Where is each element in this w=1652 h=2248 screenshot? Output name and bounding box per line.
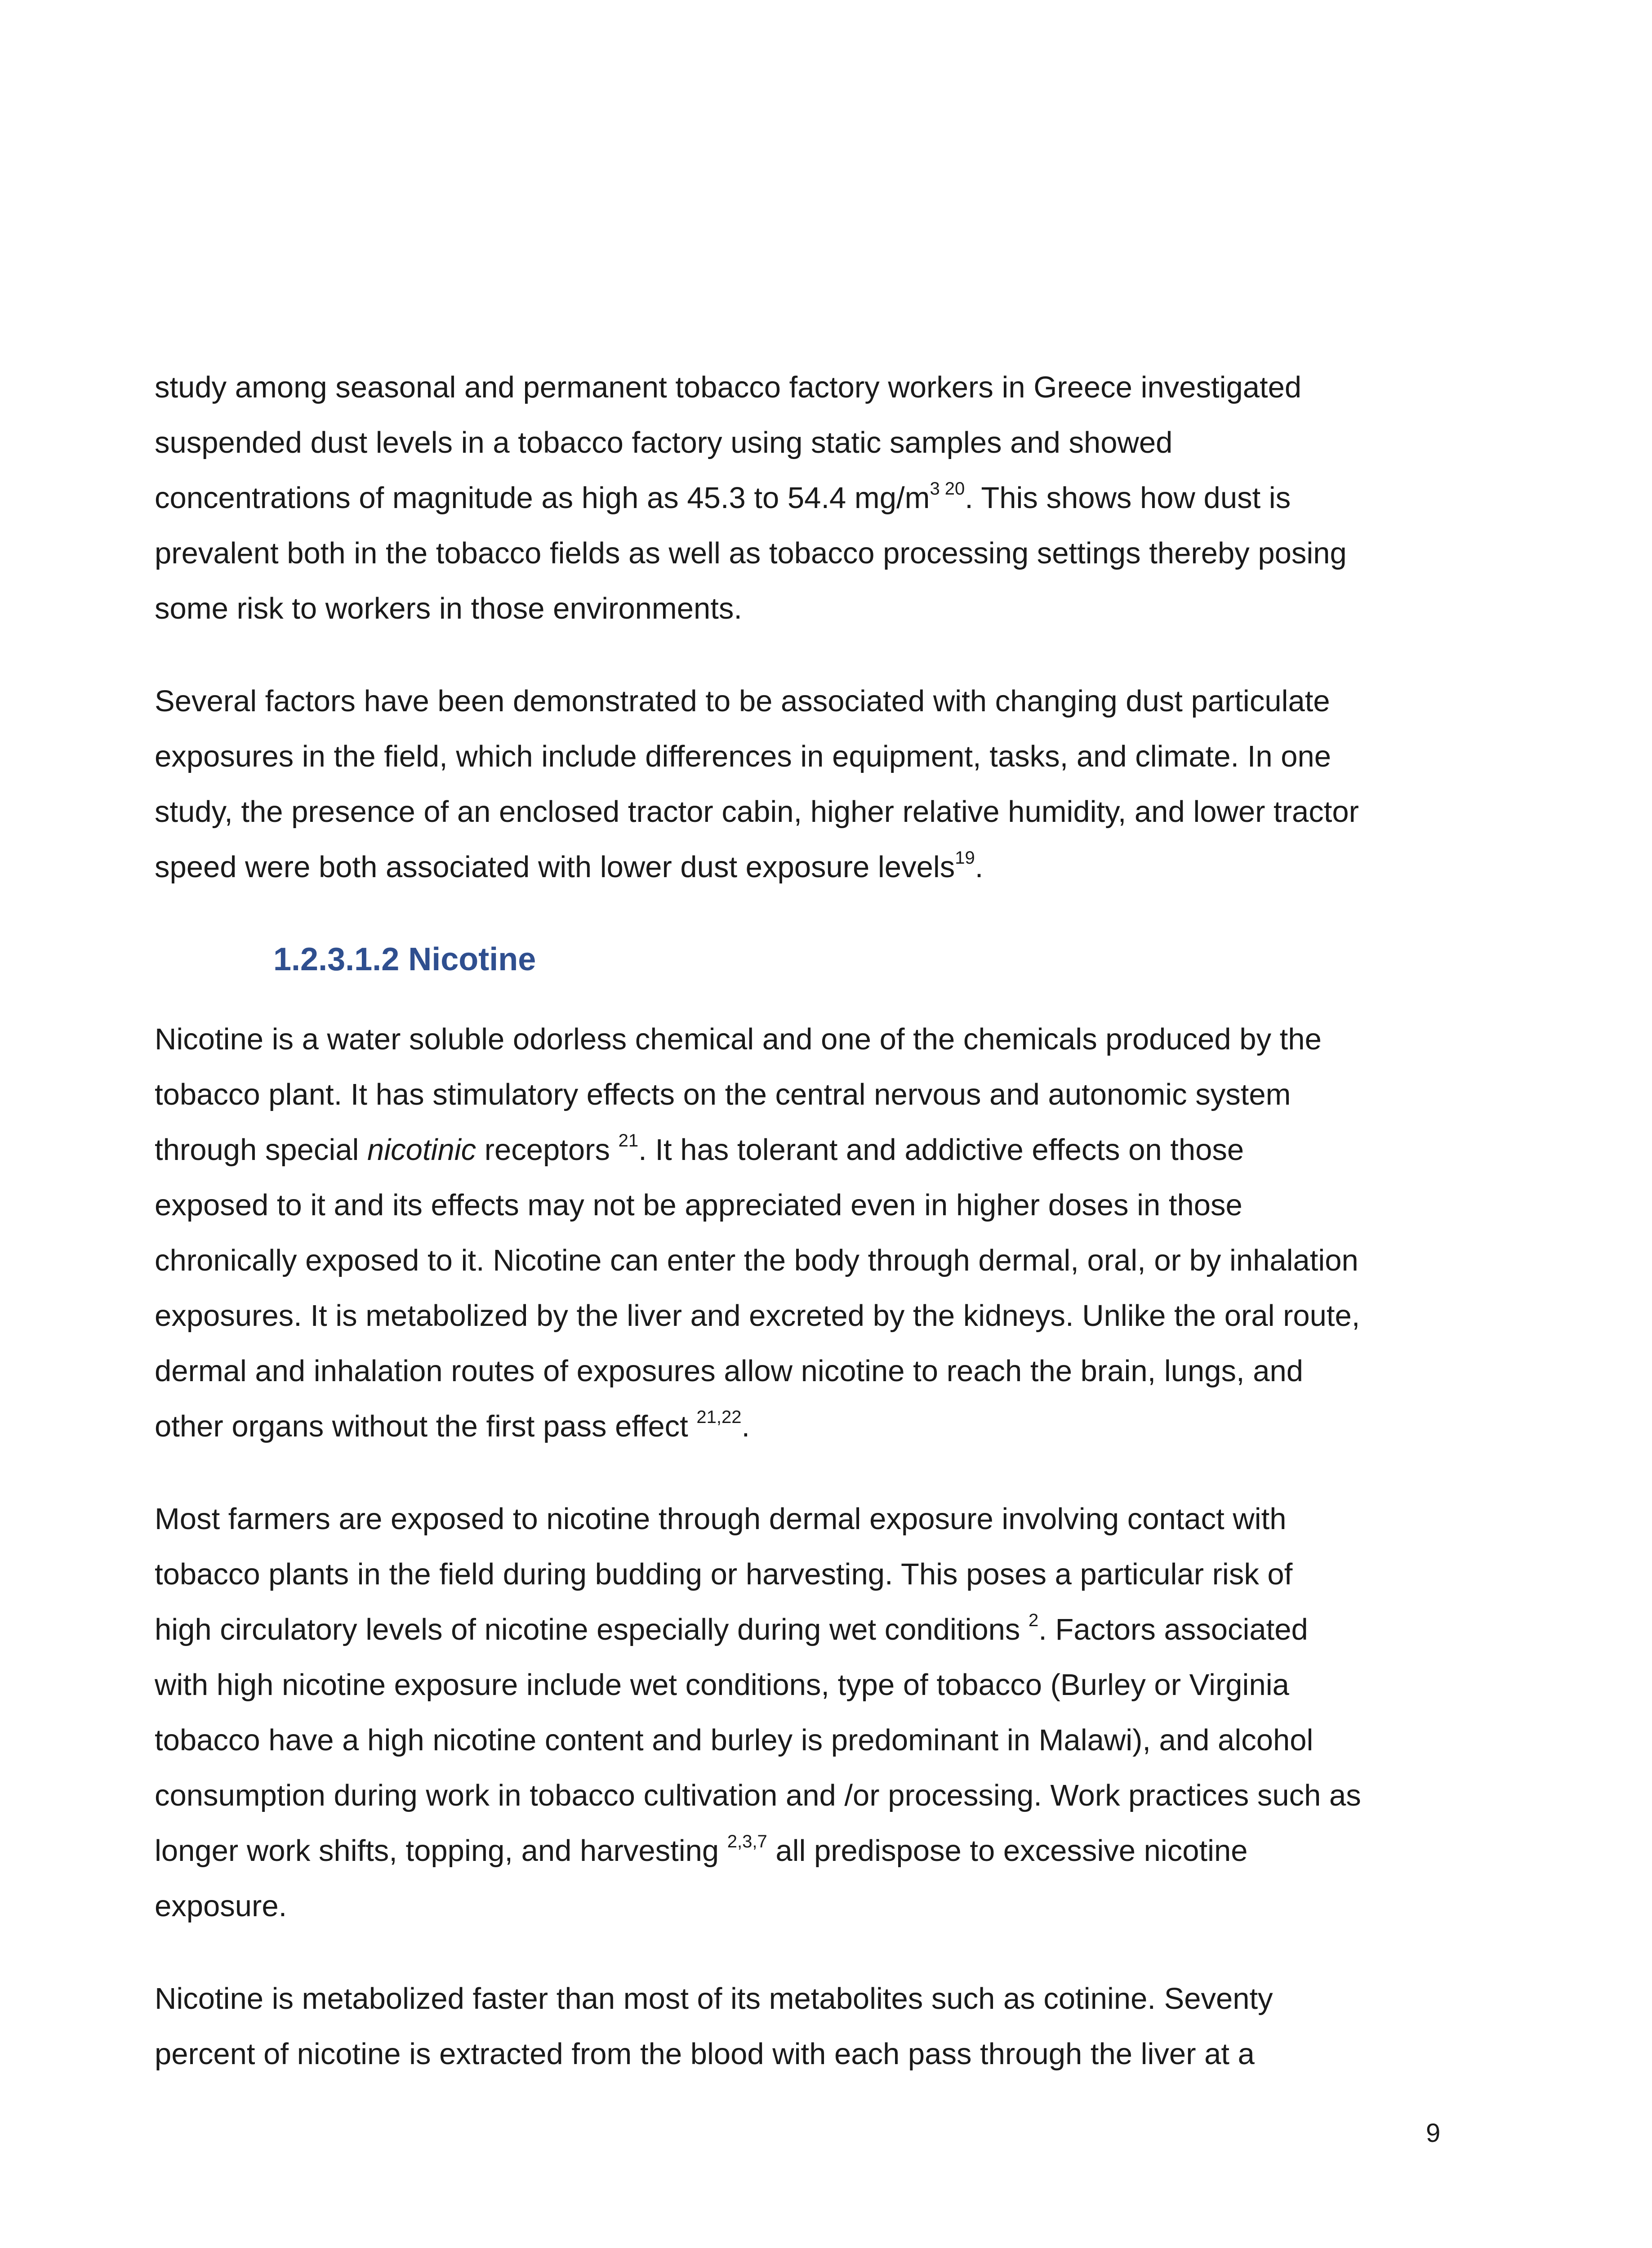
text-line <box>155 1122 1454 1178</box>
paragraph-spacer <box>155 895 1454 932</box>
text-line: chronically exposed to it. Nicotine can enter the body through dermal, oral, or by inhalation <box>155 1244 1358 1277</box>
page-content <box>155 360 1454 2082</box>
text-line: Nicotine is a water soluble odorless chemical and one of the chemicals produced by the <box>155 1022 1322 1056</box>
paragraph-dust-levels <box>155 360 1454 636</box>
citation-superscript: 2,3,7 <box>727 1832 767 1851</box>
text-line: some risk to workers in those environments. <box>155 592 742 625</box>
text-line: study, the presence of an enclosed tractor cabin, higher relative humidity, and lower tractor <box>155 795 1359 829</box>
citation-superscript: 19 <box>955 848 975 868</box>
text-line: exposures in the field, which include differences in equipment, tasks, and climate. In one <box>155 740 1331 773</box>
page-number: 9 <box>1426 2119 1441 2148</box>
text-line <box>155 1823 1454 1878</box>
citation-superscript: 21,22 <box>696 1407 742 1427</box>
text-line <box>155 1399 1454 1454</box>
text-line: exposure. <box>155 1889 287 1923</box>
text-run: . <box>975 850 984 884</box>
text-run: . This shows how dust is <box>965 481 1291 515</box>
text-run: other organs without the first pass effect <box>155 1409 697 1443</box>
paragraph-spacer <box>155 1934 1454 1971</box>
text-run: concentrations of magnitude as high as 45.3 to 54.4 mg/m <box>155 481 930 515</box>
text-line: exposed to it and its effects may not be appreciated even in higher doses in those <box>155 1188 1242 1222</box>
paragraph-farmer-exposure <box>155 1491 1454 1934</box>
text-line: percent of nicotine is extracted from the blood with each pass through the liver at a <box>155 2037 1255 2071</box>
citation-superscript: 3 20 <box>930 479 965 499</box>
text-run: longer work shifts, topping, and harvesting <box>155 1834 727 1868</box>
text-run: receptors <box>476 1133 619 1167</box>
text-line <box>155 1602 1454 1657</box>
paragraph-nicotine-definition <box>155 1012 1454 1454</box>
text-line <box>155 839 1454 895</box>
text-run: speed were both associated with lower dust exposure levels <box>155 850 955 884</box>
text-line: prevalent both in the tobacco fields as well as tobacco processing settings thereby posing <box>155 536 1347 570</box>
text-run: . Factors associated <box>1038 1613 1308 1646</box>
text-line: dermal and inhalation routes of exposures allow nicotine to reach the brain, lungs, and <box>155 1354 1304 1388</box>
paragraph-nicotine-metabolism <box>155 1971 1454 2082</box>
text-line: Several factors have been demonstrated to be associated with changing dust particulate <box>155 684 1330 718</box>
text-line: Nicotine is metabolized faster than most of its metabolites such as cotinine. Seventy <box>155 1982 1273 2016</box>
paragraph-spacer <box>155 636 1454 674</box>
text-line: tobacco plant. It has stimulatory effects on the central nervous and autonomic system <box>155 1078 1291 1111</box>
section-heading-nicotine: 1.2.3.1.2 Nicotine <box>273 941 536 977</box>
text-line: Most farmers are exposed to nicotine through dermal exposure involving contact with <box>155 1502 1287 1536</box>
text-line: exposures. It is metabolized by the liver and excreted by the kidneys. Unlike the oral route, <box>155 1299 1360 1333</box>
text-line: tobacco plants in the field during budding or harvesting. This poses a particular risk of <box>155 1557 1293 1591</box>
paragraph-dust-factors <box>155 674 1454 895</box>
text-run: high circulatory levels of nicotine especially during wet conditions <box>155 1613 1029 1646</box>
text-line: study among seasonal and permanent tobacco factory workers in Greece investigated <box>155 370 1302 404</box>
text-line: suspended dust levels in a tobacco factory using static samples and showed <box>155 426 1173 459</box>
text-run: all predispose to excessive nicotine <box>767 1834 1248 1868</box>
text-line <box>155 470 1454 526</box>
text-line: with high nicotine exposure include wet conditions, type of tobacco (Burley or Virginia <box>155 1668 1289 1702</box>
paragraph-spacer <box>155 987 1454 1012</box>
paragraph-spacer <box>155 1454 1454 1491</box>
text-run: through special <box>155 1133 368 1167</box>
text-line: tobacco have a high nicotine content and burley is predominant in Malawi), and alcohol <box>155 1723 1314 1757</box>
text-run: . <box>741 1409 750 1443</box>
citation-superscript: 21 <box>618 1131 639 1151</box>
text-line: consumption during work in tobacco cultivation and /or processing. Work practices such as <box>155 1779 1361 1812</box>
italic-term: nicotinic <box>367 1133 476 1167</box>
text-run: . It has tolerant and addictive effects on those <box>638 1133 1244 1167</box>
citation-superscript: 2 <box>1029 1610 1039 1630</box>
